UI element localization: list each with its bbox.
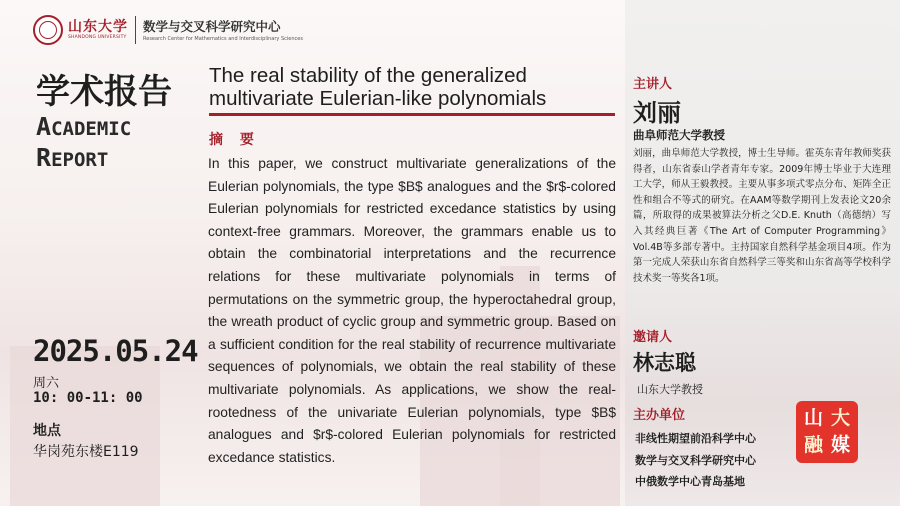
academic-report-en: ACADEMIC REPORT — [36, 112, 132, 172]
university-name-en: SHANDONG UNIVERSITY — [68, 35, 127, 40]
speaker-label: 主讲人 — [633, 77, 673, 92]
speaker-name: 刘丽 — [633, 99, 681, 127]
university-seal-icon — [33, 15, 63, 45]
abstract-label: 摘 要 — [209, 132, 260, 148]
media-logo: 山 大 融 媒 — [796, 401, 858, 463]
center-name-en: Research Center for Mathematics and Interdisciplinary Sciences — [143, 35, 303, 42]
abstract-text: In this paper, we construct multivariate generalizations of the Eulerian polynomials, the type $B$ analogues and the $r$-colored Eulerian polynomials for restricted excedance statistics by using context-free grammars. Moreover, the grammars enable us to obtain the combinatorial interpretations and the recurrence relations for these multivariate polynomials in terms of permutations on the symmetric group, the hyperoctahedral group, the wreath product of cyclic group and symmetric group. Based on a sufficient condition for the real stability of recurrence multivariate sequences of polynomials, we obtain the real stability of these multivariate polynomials. As applications, we show the real-rootedness of the univariate Eulerian polynomials, type $B$ analogues and $r$-colored Eulerian polynomials for restricted excedance statistics. — [208, 156, 616, 465]
university-name-cn: 山东大学 — [68, 19, 128, 35]
event-weekday: 周六 — [33, 376, 60, 391]
speaker-title: 曲阜师范大学教授 — [633, 128, 725, 142]
title-divider — [209, 113, 615, 116]
event-date: 2025.05.24 — [33, 334, 198, 368]
organizer-item: 数学与交叉科学研究中心 — [635, 453, 756, 467]
place-label: 地点 — [33, 423, 61, 439]
university-logo — [68, 19, 128, 41]
host-label: 邀请人 — [633, 330, 673, 345]
event-time: 10: 00-11: 00 — [33, 390, 143, 406]
host-title: 山东大学教授 — [637, 383, 703, 396]
event-place: 华岗苑东楼E119 — [33, 444, 139, 460]
talk-title: The real stability of the generalized multivariate Eulerian-like polynomials — [209, 64, 547, 110]
header-divider — [135, 16, 136, 44]
speaker-bio: 刘丽，曲阜师范大学教授，博士生导师。霍英东青年教师奖获得者，山东省泰山学者青年专家。2009年博士毕业于大连理工大学，师从王毅教授。主要从事多项式零点分布、矩阵全正性和组合不等式的研究。在AAM等数学期刊上发表论文20余篇，所取得的成果被算法分析之父D.E. Knuth（高德纳）写入其经典巨著《The Art of Computer Programming》Vol.4B等多部专著中。主持国家自然科学基金项目4项。作为第一完成人荣获山东省自然科学三等奖和山东省高等学校科学技术奖一等奖各1项。 — [633, 148, 891, 284]
organizer-item: 中俄数学中心青岛基地 — [635, 475, 745, 488]
header — [33, 13, 303, 47]
academic-report-cn: 学术报告 — [36, 72, 172, 112]
host-name: 林志聪 — [633, 351, 696, 375]
organizer-list — [635, 428, 756, 493]
center-name-cn: 数学与交叉科学研究中心 — [143, 18, 281, 34]
research-center — [143, 18, 303, 43]
organizer-item: 非线性期望前沿科学中心 — [635, 432, 756, 445]
organizer-label: 主办单位 — [633, 408, 686, 423]
